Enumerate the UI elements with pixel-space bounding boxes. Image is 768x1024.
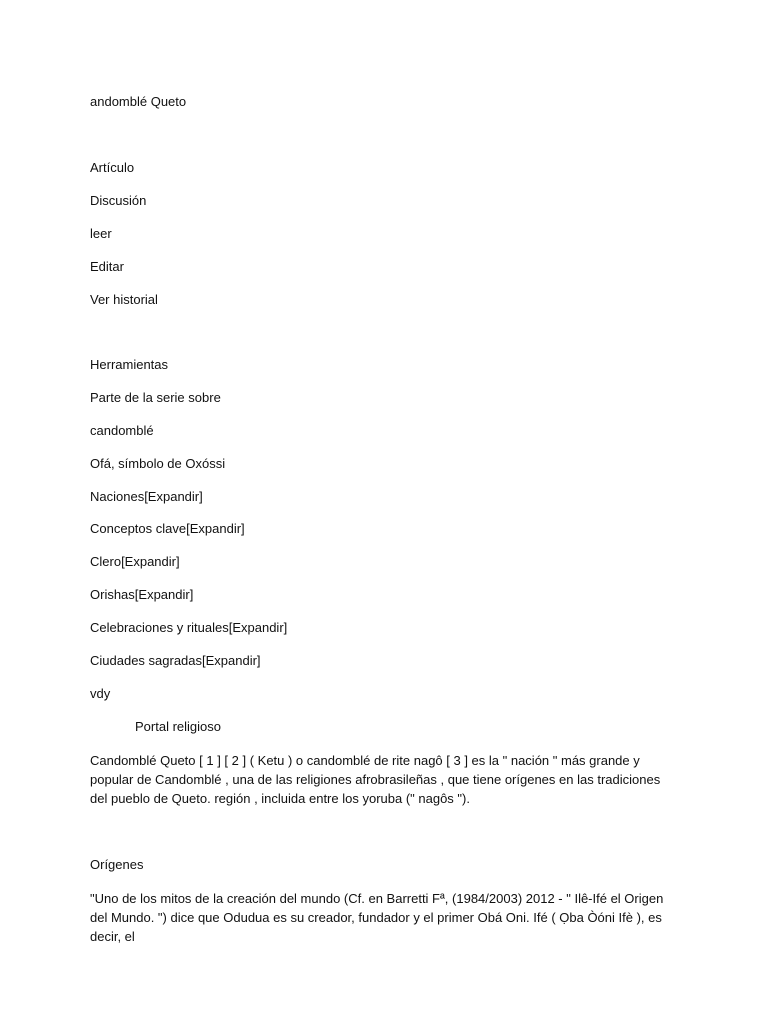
tab-history[interactable]: Ver historial — [90, 292, 158, 307]
portal-link[interactable]: Portal religioso — [135, 719, 221, 734]
image-caption: Ofá, símbolo de Oxóssi — [90, 456, 226, 471]
tab-edit[interactable]: Editar — [90, 259, 124, 274]
section-clergy-expand[interactable]: Clero[Expandir] — [90, 554, 180, 569]
section-celebrations-expand[interactable]: Celebraciones y rituales[Expandir] — [90, 620, 288, 635]
section-key-concepts-expand[interactable]: Conceptos clave[Expandir] — [90, 521, 245, 536]
tab-discussion[interactable]: Discusión — [90, 193, 147, 208]
section-nations-expand[interactable]: Naciones[Expandir] — [90, 489, 203, 504]
section-orishas-expand[interactable]: Orishas[Expandir] — [90, 587, 194, 602]
section-sacred-cities-expand[interactable]: Ciudades sagradas[Expandir] — [90, 653, 261, 668]
origins-heading: Orígenes — [90, 857, 144, 872]
series-intro: Parte de la serie sobre — [90, 390, 221, 405]
series-name-link[interactable]: candomblé — [90, 423, 154, 438]
tab-article[interactable]: Artículo — [90, 160, 135, 175]
page-title: andomblé Queto — [90, 94, 187, 109]
intro-paragraph: Candomblé Queto [ 1 ] [ 2 ] ( Ketu ) o candomblé de rite nagô [ 3 ] es la " nación " más grande y popular de Candomblé , una de las religiones afrobrasileñas , que tiene orígenes en las tradiciones del pueblo de Queto. región , incluida entre los yoruba (" nagôs "). — [90, 753, 661, 806]
tools-menu[interactable]: Herramientas — [90, 357, 169, 372]
document-page — [90, 0, 680, 1024]
vdy-links[interactable]: vdy — [90, 686, 111, 701]
tab-read[interactable]: leer — [90, 226, 112, 241]
origins-paragraph: "Uno de los mitos de la creación del mundo (Cf. en Barretti Fª, (1984/2003) 2012 - " Ilê-Ifé el Origen del Mundo. ") dice que Odudua es su creador, fundador y el primer Obá Oni. Ifé ( Ọba Òóni Ifè ), es decir, el — [90, 891, 664, 944]
